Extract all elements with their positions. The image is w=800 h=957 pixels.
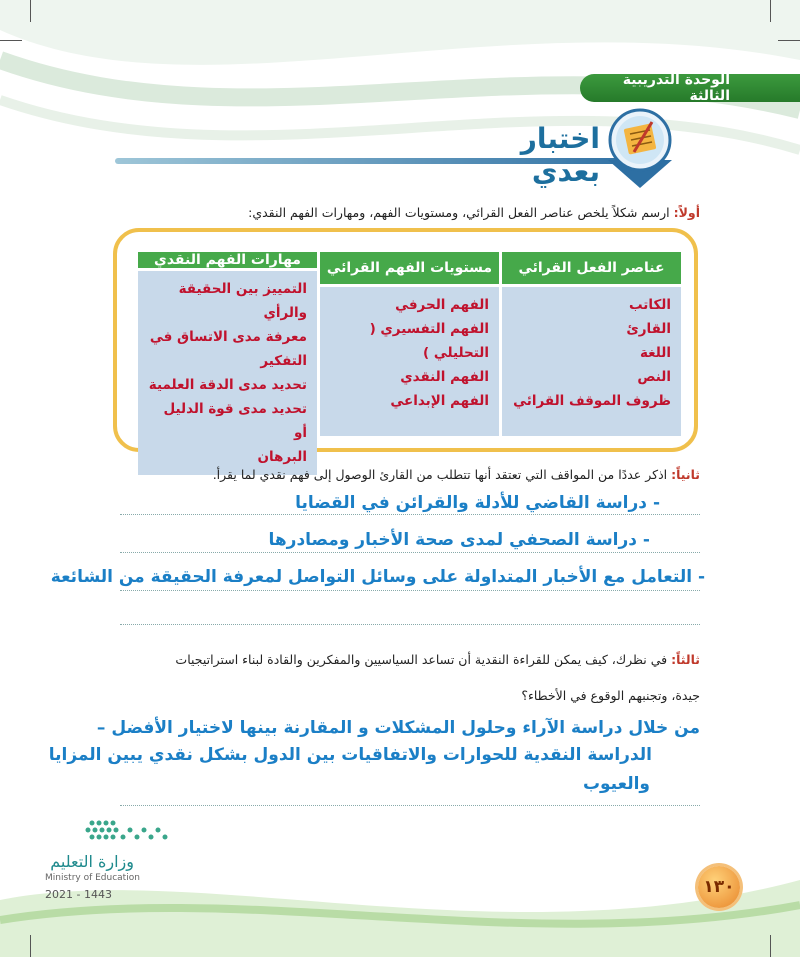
table-item: الفهم الإبداعي: [390, 393, 489, 409]
page-title: اختبار بعدي: [520, 122, 600, 188]
table-item: القارئ: [626, 321, 671, 337]
table-item: معرفة مدى الاتساق في: [149, 329, 307, 345]
table-item: الفهم الحرفي: [395, 297, 489, 313]
question-2: [213, 467, 700, 482]
question-1-number: أولاً:: [673, 205, 700, 220]
table-cell: [502, 287, 681, 436]
crop-mark: [0, 40, 22, 41]
answer-line: من خلال دراسة الآراء وحلول المشكلات و المقارنة بينها لاختيار الأفضل –: [96, 718, 700, 738]
question-3-continued: جيدة، وتجنبهم الوقوع في الأخطاء؟: [521, 688, 700, 703]
question-2-number: ثانياً:: [671, 467, 700, 482]
answer-line: - دراسة الصحفي لمدى صحة الأخبار ومصادرها: [268, 530, 650, 550]
table-header: مستويات الفهم القرائي: [320, 252, 499, 284]
question-1: [248, 205, 700, 220]
table-item: النص: [637, 369, 671, 385]
crop-mark: [30, 935, 31, 957]
notebook-pen-icon: [600, 100, 680, 190]
table-column-reading-elements: [502, 252, 681, 436]
table-item: اللغة: [639, 345, 671, 361]
table-item: التفكير: [260, 353, 307, 369]
table-item: الفهم التفسيري ( التحليلي ): [369, 321, 489, 361]
question-3: [175, 652, 700, 667]
answer-rule: [120, 514, 700, 515]
answer-line: - دراسة القاضي للأدلة والقرائن في القضايا: [295, 493, 660, 513]
table-header: عناصر الفعل القرائي: [502, 252, 681, 284]
table-column-comprehension-levels: [320, 252, 499, 436]
table-item: التمييز بين الحقيقة والرأي: [178, 281, 307, 321]
answer-rule: [120, 552, 700, 553]
page-number: ١٣٠: [698, 866, 740, 908]
ministry-name-en: Ministry of Education: [45, 873, 140, 883]
answer-line: والعيوب: [582, 774, 650, 794]
table-item: تحديد مدى قوة الدليل أو: [163, 401, 307, 441]
table-cell: [320, 287, 499, 436]
crop-mark: [30, 0, 31, 22]
answer-rule: [120, 624, 700, 625]
crop-mark: [770, 0, 771, 22]
answer-rule: [120, 590, 700, 591]
crop-mark: [770, 935, 771, 957]
unit-label: الوحدة التدريبية الثالثة: [622, 72, 730, 104]
table-item: الكاتب: [629, 297, 671, 313]
table-item: البرهان: [257, 449, 307, 465]
table-item: تحديد مدى الدقة العلمية: [148, 377, 307, 393]
crop-mark: [778, 40, 800, 41]
unit-tag: [580, 74, 800, 102]
answer-line: الدراسة النقدية للحوارات والاتفاقيات بين الدول بشكل نقدي يبين المزايا: [48, 745, 652, 765]
question-3-number: ثالثاً:: [671, 652, 700, 667]
table-cell: [138, 271, 317, 475]
table-item: ظروف الموقف القرائي: [513, 393, 671, 409]
answer-line: - التعامل مع الأخبار المتداولة على وسائل التواصل لمعرفة الحقيقة من الشائعة: [50, 567, 705, 587]
question-3-text: في نظرك، كيف يمكن للقراءة النقدية أن تساعد السياسيين والمفكرين والقادة لبناء استراتيجيات: [175, 652, 668, 667]
question-2-text: اذكر عددًا من المواقف التي تعتقد أنها تتطلب من القارئ الوصول إلى فهم نقدي لما يقرأ.: [212, 467, 668, 482]
table-header: مهارات الفهم النقدي: [138, 252, 317, 268]
answer-rule: [120, 805, 700, 806]
summary-table: [138, 252, 681, 465]
table-item: الفهم النقدي: [400, 369, 489, 385]
ministry-name-ar: وزارة التعليم: [50, 852, 134, 871]
question-1-text: ارسم شكلاً يلخص عناصر الفعل القرائي، ومستويات الفهم، ومهارات الفهم النقدي:: [248, 205, 670, 220]
table-column-critical-skills: [138, 252, 317, 465]
academic-year: 2021 - 1443: [45, 888, 112, 901]
